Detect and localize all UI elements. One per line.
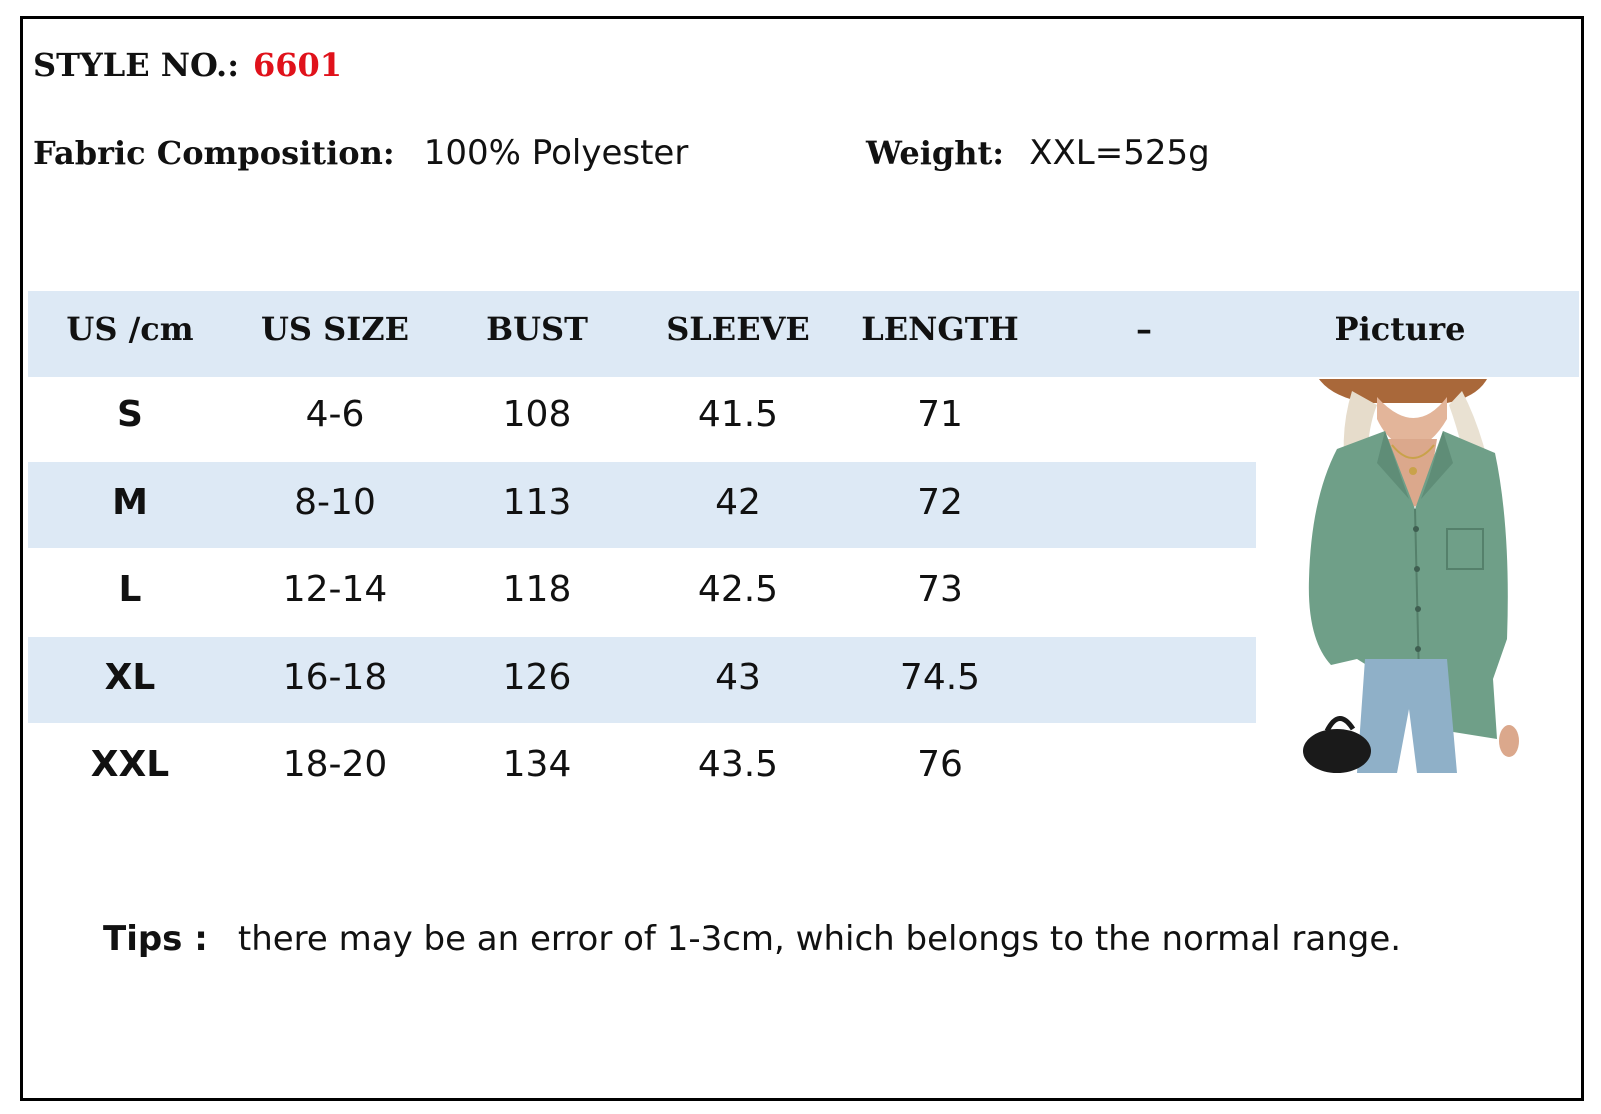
cell-length: 76: [917, 744, 963, 785]
col-header-bust: BUST: [486, 310, 588, 348]
fabric-value: 100% Polyester: [423, 133, 689, 173]
cell-size: S: [117, 394, 143, 435]
col-header-us-cm: US /cm: [66, 310, 194, 348]
cell-size: XXL: [90, 744, 170, 785]
cell-size: L: [118, 569, 142, 610]
cell-bust: 113: [502, 482, 572, 523]
cell-length: 72: [917, 482, 963, 523]
col-header-us-size: US SIZE: [261, 310, 409, 348]
cell-sleeve: 42.5: [697, 569, 779, 610]
cell-sleeve: 42: [715, 482, 761, 523]
cell-us-size: 18-20: [282, 744, 388, 785]
style-number-line: [33, 45, 342, 85]
cell-length: 73: [917, 569, 963, 610]
style-number: 6601: [253, 46, 343, 84]
cell-us-size: 12-14: [282, 569, 388, 610]
cell-bust: 108: [502, 394, 572, 435]
style-label: STYLE NO.:: [33, 46, 239, 84]
cell-us-size: 8-10: [294, 482, 376, 523]
cell-us-size: 4-6: [305, 394, 365, 435]
col-header-length: LENGTH: [861, 310, 1019, 348]
cell-sleeve: 41.5: [697, 394, 779, 435]
col-header-dash: –: [1136, 310, 1152, 348]
tips-label: Tips :: [103, 919, 208, 959]
tips-text: there may be an error of 1-3cm, which belongs to the normal range.: [237, 919, 1402, 959]
cell-sleeve: 43.5: [697, 744, 779, 785]
cell-bust: 118: [502, 569, 572, 610]
model-photo-icon: [1297, 379, 1535, 773]
fabric-line: [33, 133, 688, 173]
cell-sleeve: 43: [715, 657, 761, 698]
weight-value: XXL=525g: [1029, 133, 1210, 173]
col-header-picture: Picture: [1334, 310, 1466, 348]
fabric-label: Fabric Composition:: [33, 134, 395, 172]
col-header-sleeve: SLEEVE: [666, 310, 810, 348]
cell-bust: 126: [502, 657, 572, 698]
size-chart-frame: [20, 16, 1584, 1101]
cell-length: 71: [917, 394, 963, 435]
cell-size: XL: [104, 657, 156, 698]
cell-us-size: 16-18: [282, 657, 388, 698]
tips-line: [103, 917, 1401, 961]
cell-bust: 134: [502, 744, 572, 785]
cell-size: M: [112, 482, 148, 523]
weight-line: [866, 133, 1210, 173]
weight-label: Weight:: [866, 134, 1005, 172]
cell-length: 74.5: [899, 657, 981, 698]
